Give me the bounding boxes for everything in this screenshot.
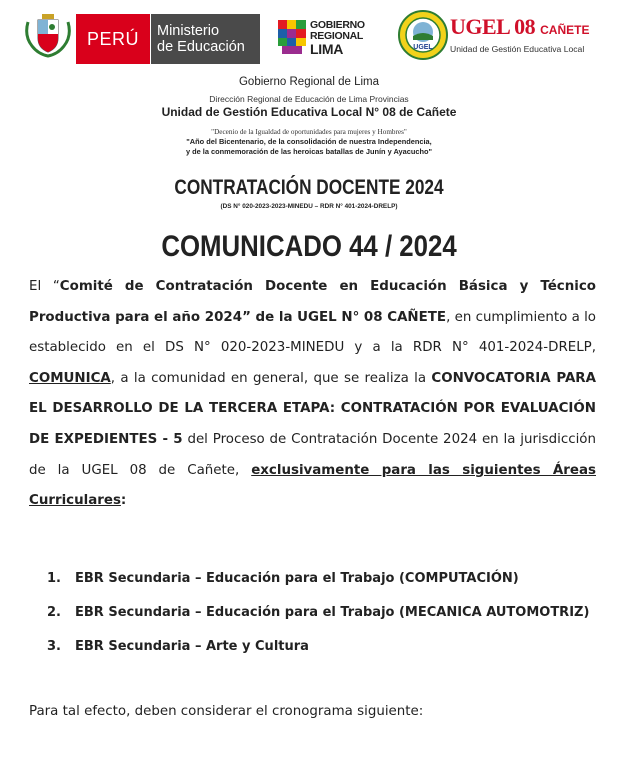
document-reference: (DS N° 020-2023-2023-MINEDU – RDR N° 401-2024-DRELP) xyxy=(220,203,398,210)
areas-list xyxy=(47,566,589,668)
gobierno-regional-mark-icon xyxy=(278,20,306,54)
list-item-label: EBR Secundaria – Educación para el Trabajo (COMPUTACIÓN) xyxy=(75,571,519,586)
gr-line1: GOBIERNO xyxy=(310,19,365,31)
p-mid3: del Proceso de Contratación Docente 2024 en la jurisdicción de la UGEL 08 de Cañete, xyxy=(29,431,596,478)
ministerio-label xyxy=(150,14,260,64)
list-item-label: EBR Secundaria – Arte y Cultura xyxy=(75,639,309,654)
ugel-canete: CAÑETE xyxy=(540,23,590,37)
anio-motto-line2: y de la conmemoración de las heroicas batallas de Junín y Ayacucho" xyxy=(185,147,433,156)
peru-label: PERÚ xyxy=(76,14,150,64)
gr-line3: LIMA xyxy=(310,41,344,57)
ugel-seal-text: UGEL xyxy=(413,44,433,51)
p-comite: Comité de Contratación Docente en Educación Básica y Técnico Productiva para el año 2024” de la UGEL N° 08 CAÑETE xyxy=(29,279,597,325)
list-item-number: 1. xyxy=(47,571,61,586)
p-mid1: , en cumplimiento a lo establecido en el DS N° 020-2023-MINEDU y a la RDR N° 401-2024-DRELP, xyxy=(29,309,596,356)
p-intro: El “ xyxy=(29,279,60,294)
list-item xyxy=(47,600,589,634)
ugel-logo xyxy=(398,8,602,64)
document-title: CONTRATACIÓN DOCENTE 2024 xyxy=(174,176,444,199)
gobierno-regional-logo xyxy=(278,16,378,62)
ugel-title xyxy=(450,14,589,40)
comunicado-number: COMUNICADO 44 / 2024 xyxy=(161,230,457,263)
ugel-seal-icon xyxy=(398,10,448,60)
p-comunica: COMUNICA xyxy=(29,370,111,386)
gobierno-regional-heading: Gobierno Regional de Lima xyxy=(238,76,379,88)
unidad-gestion-heading: Unidad de Gestión Educativa Local N° 08 de Cañete xyxy=(161,105,457,119)
body-paragraph xyxy=(29,272,596,517)
closing-sentence: Para tal efecto, deben considerar el cronograma siguiente: xyxy=(29,704,424,719)
anio-motto-line1: "Año del Bicentenario, de la consolidación de nuestra Independencia, xyxy=(186,137,432,146)
decenio-motto: "Decenio de la Igualdad de oportunidades para mujeres y Hombres" xyxy=(211,128,407,136)
list-item xyxy=(47,634,589,668)
p-colon: : xyxy=(120,493,127,509)
ministerio-logo xyxy=(76,14,260,64)
p-exclusivo: exclusivamente para las siguientes Áreas Curriculares xyxy=(29,462,596,509)
list-item-label: EBR Secundaria – Educación para el Trabajo (MECANICA AUTOMOTRIZ) xyxy=(75,605,590,620)
ugel-title-text: UGEL 08 xyxy=(450,14,536,39)
ugel-subtitle: Unidad de Gestión Educativa Local xyxy=(450,44,585,54)
list-item xyxy=(47,566,589,600)
p-convocatoria: CONVOCATORIA PARA EL DESARROLLO DE LA TERCERA ETAPA: CONTRATACIÓN POR EVALUACIÓN DE EXPEDIENTES - 5 xyxy=(29,370,596,447)
ministerio-line2: de Educación xyxy=(157,39,245,55)
list-item-number: 3. xyxy=(47,639,61,654)
gobierno-regional-text xyxy=(310,20,365,57)
gr-line2: REGIONAL xyxy=(310,30,364,42)
list-item-number: 2. xyxy=(47,605,61,620)
ministerio-line1: Ministerio xyxy=(157,23,220,39)
header-logos xyxy=(24,8,602,64)
direccion-regional-heading: Dirección Regional de Educación de Lima Provincias xyxy=(209,94,409,104)
peru-coat-of-arms-icon xyxy=(24,12,72,58)
p-mid2: , a la comunidad en general, que se realiza la xyxy=(110,370,432,386)
